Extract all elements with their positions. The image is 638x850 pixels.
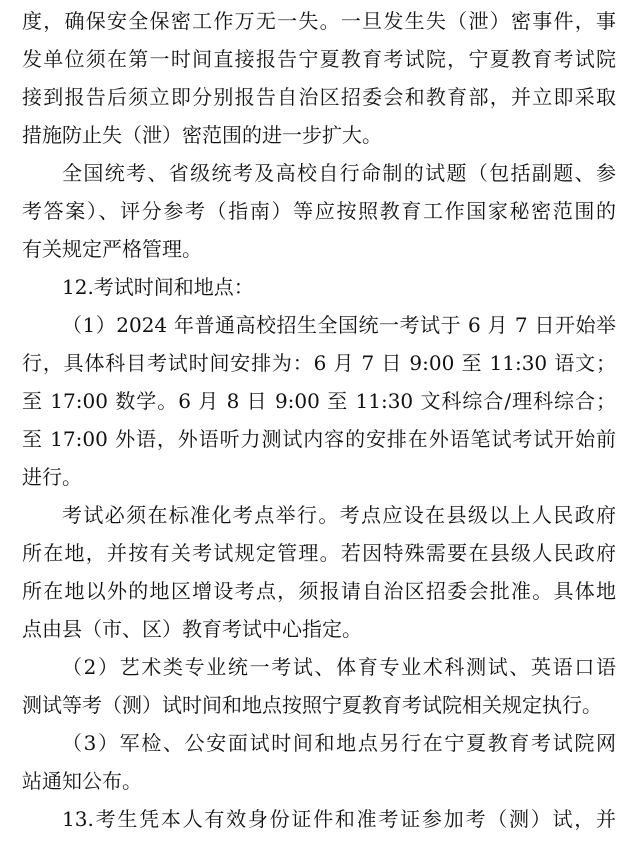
text-line: 考试必须在标准化考点举行。考点应设在县级以上人民政府 xyxy=(62,503,616,527)
text-line: 所在地，并按有关考试规定管理。若因特殊需要在县级人民政府 xyxy=(22,541,616,565)
paragraph xyxy=(22,2,616,154)
text-line: 有关规定严格管理。 xyxy=(22,237,202,261)
text-line: 发单位须在第一时间直接报告宁夏教育考试院，宁夏教育考试院 xyxy=(22,47,616,71)
text-line: 进行。 xyxy=(22,465,82,489)
text-line: 措施防止失（泄）密范围的进一步扩大。 xyxy=(22,123,382,147)
paragraph xyxy=(22,800,616,838)
text-line: 考答案）、评分参考（指南）等应按照教育工作国家秘密范围的 xyxy=(22,199,616,223)
paragraph xyxy=(22,496,616,648)
text-line: 12.考试时间和地点： xyxy=(62,275,254,299)
paragraph xyxy=(22,154,616,268)
paragraph xyxy=(22,724,616,800)
text-line: （1）2024 年普通高校招生全国统一考试于 6 月 7 日开始举 xyxy=(62,313,616,337)
document-page xyxy=(22,2,616,838)
text-line: （2）艺术类专业统一考试、体育专业术科测试、英语口语 xyxy=(62,655,616,679)
text-line: 测试等考（测）试时间和地点按照宁夏教育考试院相关规定执行。 xyxy=(22,693,602,717)
text-line: 点由县（市、区）教育考试中心指定。 xyxy=(22,617,362,641)
text-line: 至 17:00 外语，外语听力测试内容的安排在外语笔试考试开始前 xyxy=(22,427,616,451)
paragraph xyxy=(22,648,616,724)
text-line: 至 17:00 数学。6 月 8 日 9:00 至 11:30 文科综合/理科综合； xyxy=(22,389,616,413)
text-line: 接到报告后须立即分别报告自治区招委会和教育部，并立即采取 xyxy=(22,85,616,109)
text-line: 全国统考、省级统考及高校自行命制的试题（包括副题、参 xyxy=(62,161,616,185)
text-line: 13.考生凭本人有效身份证件和准考证参加考（测）试，并 xyxy=(62,807,616,831)
paragraph xyxy=(22,306,616,496)
text-line: 所在地以外的地区增设考点，须报请自治区招委会批准。具体地 xyxy=(22,579,616,603)
text-line: 行，具体科目考试时间安排为：6 月 7 日 9:00 至 11:30 语文； xyxy=(22,351,616,375)
text-line: （3）军检、公安面试时间和地点另行在宁夏教育考试院网 xyxy=(62,731,616,755)
section-heading xyxy=(22,268,616,306)
text-line: 度，确保安全保密工作万无一失。一旦发生失（泄）密事件，事 xyxy=(22,9,616,33)
text-line: 站通知公布。 xyxy=(22,769,142,793)
